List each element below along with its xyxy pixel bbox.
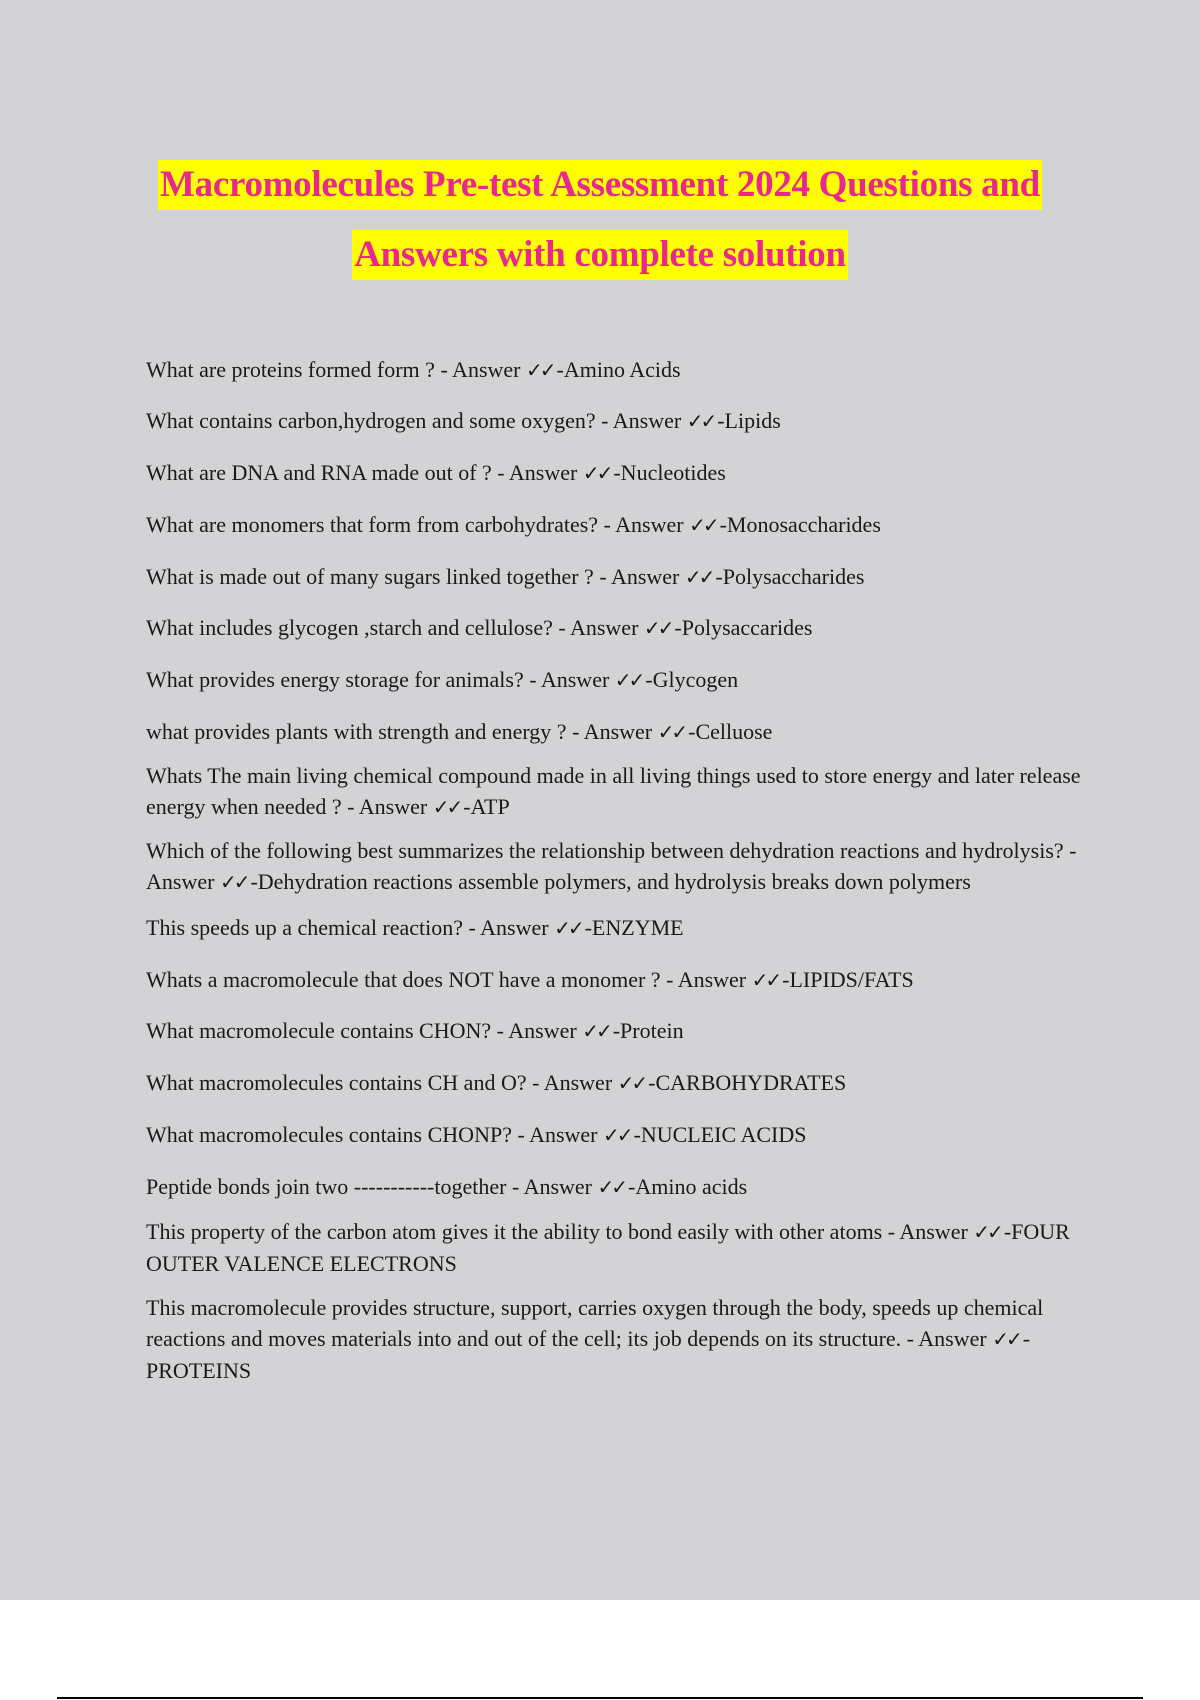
answer-text: -Amino Acids xyxy=(556,357,681,382)
answer-text: -ENZYME xyxy=(584,915,684,940)
double-check-icon: ✓✓ xyxy=(525,358,554,382)
answer-separator: - Answer xyxy=(146,838,1081,894)
answer-text: -Dehydration reactions assemble polymers, and hydrolysis breaks down polymers xyxy=(250,869,971,894)
question-text: What contains carbon,hydrogen and some oxygen? xyxy=(146,408,596,433)
document-title xyxy=(0,160,1200,280)
qa-item xyxy=(146,760,1086,823)
double-check-icon: ✓✓ xyxy=(432,795,461,819)
qa-item xyxy=(146,1067,1086,1099)
question-text: Whats a macromolecule that does NOT have a monomer ? xyxy=(146,967,661,992)
answer-separator: - Answer xyxy=(491,460,583,485)
answer-separator: - Answer xyxy=(523,667,615,692)
question-text: Which of the following best summarizes the relationship between dehydration reactions and hydrolysis? xyxy=(146,838,1064,863)
question-text: What macromolecules contains CHONP? xyxy=(146,1122,512,1147)
question-text: This speeds up a chemical reaction? xyxy=(146,915,464,940)
qa-item xyxy=(146,509,1086,541)
qa-list xyxy=(146,354,1086,1386)
question-text: What includes glycogen ,starch and cellulose? xyxy=(146,615,553,640)
answer-separator: - Answer xyxy=(595,408,687,433)
answer-separator: - Answer xyxy=(566,719,658,744)
question-text: What are monomers that form from carbohydrates? xyxy=(146,512,599,537)
answer-text: -Monosaccharides xyxy=(719,512,881,537)
answer-text: -NUCLEIC ACIDS xyxy=(633,1122,807,1147)
qa-item xyxy=(146,964,1086,996)
answer-separator: - Answer xyxy=(526,1070,618,1095)
answer-separator: - Answer xyxy=(593,564,685,589)
qa-item xyxy=(146,1292,1086,1386)
double-check-icon: ✓✓ xyxy=(614,668,643,692)
answer-separator: - Answer xyxy=(491,1018,583,1043)
question-text: Peptide bonds join two -----------together xyxy=(146,1174,507,1199)
qa-item xyxy=(146,1015,1086,1047)
answer-text: -CARBOHYDRATES xyxy=(648,1070,847,1095)
double-check-icon: ✓✓ xyxy=(686,409,715,433)
question-text: This macromolecule provides structure, support, carries oxygen through the body, speeds up chemical reactions and moves materials into and out of the cell; its job depends on its structure. xyxy=(146,1295,1044,1351)
question-text: Whats The main living chemical compound made in all living things used to store energy and later release energy when needed ? xyxy=(146,763,1081,819)
qa-item xyxy=(146,405,1086,437)
double-check-icon: ✓✓ xyxy=(603,1123,631,1147)
double-check-icon: ✓✓ xyxy=(689,513,717,537)
title-line-2: Answers with complete solution xyxy=(352,230,848,280)
qa-item xyxy=(146,354,1086,386)
qa-item xyxy=(146,561,1086,593)
qa-item xyxy=(146,835,1086,898)
answer-text: -Polysaccarides xyxy=(674,615,813,640)
qa-item xyxy=(146,612,1086,644)
double-check-icon: ✓✓ xyxy=(643,616,672,640)
question-text: What macromolecules contains CH and O? xyxy=(146,1070,527,1095)
double-check-icon: ✓✓ xyxy=(973,1220,1001,1244)
qa-item xyxy=(146,1216,1086,1279)
answer-separator: - Answer xyxy=(901,1326,993,1351)
question-text: What are proteins formed form ? xyxy=(146,357,435,382)
question-text: what provides plants with strength and energy ? xyxy=(146,719,567,744)
qa-item xyxy=(146,716,1086,748)
question-text: What is made out of many sugars linked together ? xyxy=(146,564,594,589)
question-text: This property of the carbon atom gives it the ability to bond easily with other atoms xyxy=(146,1219,883,1244)
answer-text: -LIPIDS/FATS xyxy=(782,967,914,992)
qa-item xyxy=(146,912,1086,944)
answer-separator: - Answer xyxy=(463,915,555,940)
double-check-icon: ✓✓ xyxy=(657,720,686,744)
answer-text: -Protein xyxy=(612,1018,684,1043)
answer-text: -Amino acids xyxy=(628,1174,748,1199)
answer-text: -Glycogen xyxy=(645,667,739,692)
answer-text: -PROTEINS xyxy=(146,1326,1031,1383)
answer-separator: - Answer xyxy=(434,357,526,382)
double-check-icon: ✓✓ xyxy=(992,1327,1020,1351)
qa-item xyxy=(146,1119,1086,1151)
answer-separator: - Answer xyxy=(552,615,644,640)
footer-rule xyxy=(57,1697,1143,1699)
qa-item xyxy=(146,664,1086,696)
question-text: What provides energy storage for animals? xyxy=(146,667,524,692)
double-check-icon: ✓✓ xyxy=(684,565,713,589)
qa-item xyxy=(146,1171,1086,1203)
double-check-icon: ✓✓ xyxy=(617,1071,646,1095)
answer-separator: - Answer xyxy=(660,967,752,992)
answer-text: -Lipids xyxy=(717,408,781,433)
double-check-icon: ✓✓ xyxy=(582,1019,610,1043)
qa-item xyxy=(146,457,1086,489)
answer-text: -ATP xyxy=(463,794,510,819)
question-text: What macromolecule contains CHON? xyxy=(146,1018,492,1043)
answer-separator: - Answer xyxy=(341,794,433,819)
question-text: What are DNA and RNA made out of ? xyxy=(146,460,492,485)
answer-separator: - Answer xyxy=(506,1174,598,1199)
title-line-1: Macromolecules Pre-test Assessment 2024 Questions and xyxy=(158,160,1042,210)
double-check-icon: ✓✓ xyxy=(219,870,248,894)
double-check-icon: ✓✓ xyxy=(554,916,582,940)
answer-separator: - Answer xyxy=(598,512,690,537)
answer-text: -Nucleotides xyxy=(613,460,726,485)
answer-separator: - Answer xyxy=(511,1122,604,1147)
answer-text: -FOUR OUTER VALENCE ELECTRONS xyxy=(146,1219,1070,1276)
answer-separator: - Answer xyxy=(882,1219,974,1244)
double-check-icon: ✓✓ xyxy=(582,461,611,485)
answer-text: -Celluose xyxy=(688,719,773,744)
double-check-icon: ✓✓ xyxy=(597,1175,626,1199)
double-check-icon: ✓✓ xyxy=(751,968,780,992)
answer-text: -Polysaccharides xyxy=(715,564,865,589)
